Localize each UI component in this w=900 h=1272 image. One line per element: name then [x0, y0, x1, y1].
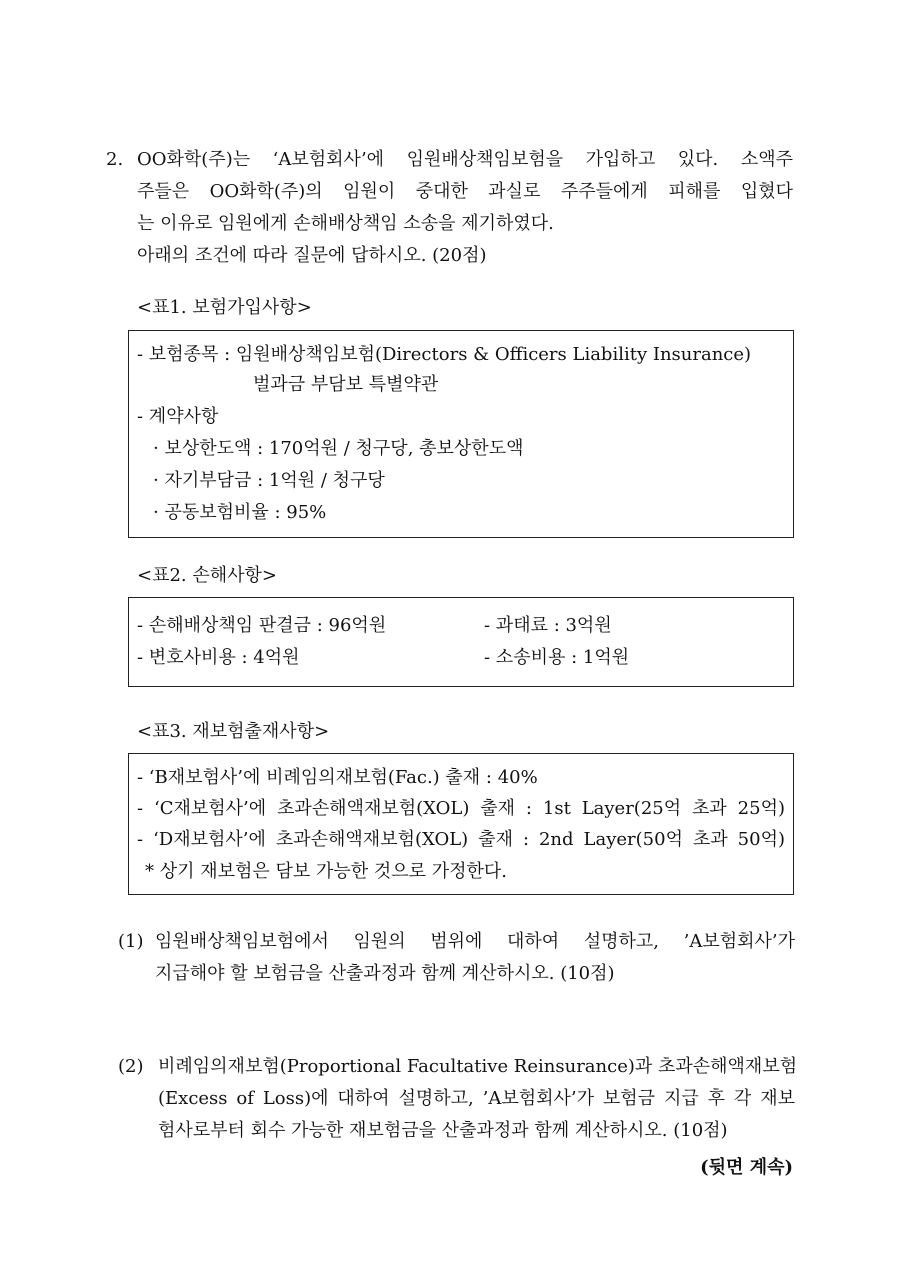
sub1-line-2: 지급해야 할 보험금을 산출과정과 함께 계산하시오. (10점)	[155, 963, 615, 984]
sub1-number: (1)	[118, 931, 144, 952]
table2-judgment: - 손해배상책임 판결금 : 96억원	[137, 615, 387, 636]
table2-box	[128, 597, 794, 687]
table1-limit: · 보상한도액 : 170억원 / 청구당, 총보상한도액	[153, 438, 524, 459]
table3-title: <표3. 재보험출재사항>	[137, 721, 330, 742]
sub2-line-3: 험사로부터 회수 가능한 재보험금을 산출과정과 함께 계산하시오. (10점)	[158, 1120, 728, 1141]
sub2-line-2: (Excess of Loss)에 대하여 설명하고, ’A보험회사’가 보험금 지급 후 각 재보	[158, 1088, 795, 1109]
question-intro-line-2: 주들은 OO화학(주)의 임원이 중대한 과실로 주주들에게 피해를 입혔다	[137, 181, 793, 202]
table1-title: <표1. 보험가입사항>	[137, 297, 312, 318]
table2-attorney-fee: - 변호사비용 : 4억원	[137, 647, 300, 668]
table2-fine: - 과태료 : 3억원	[484, 615, 612, 636]
table3-fac: - ‘B재보험사’에 비례임의재보험(Fac.) 출재 : 40%	[137, 767, 538, 788]
sub2-number: (2)	[118, 1056, 144, 1077]
question-instruction: 아래의 조건에 따라 질문에 답하시오. (20점)	[137, 245, 487, 266]
table3-box	[128, 753, 794, 895]
table3-note: * 상기 재보험은 담보 가능한 것으로 가정한다.	[145, 861, 508, 882]
table1-box	[128, 330, 794, 538]
table2-title: <표2. 손해사항>	[137, 565, 277, 586]
table1-contract-heading: - 계약사항	[137, 406, 219, 427]
table2-litigation-cost: - 소송비용 : 1억원	[484, 647, 630, 668]
sub2-line-1: 비례임의재보험(Proportional Facultative Reinsurance)과 초과손해액재보험	[158, 1056, 798, 1077]
table1-deductible: · 자기부담금 : 1억원 / 청구당	[153, 470, 385, 491]
question-number: 2.	[106, 149, 124, 170]
table3-xol-d: - ‘D재보험사’에 초과손해액재보험(XOL) 출재 : 2nd Layer(50억 초과 50억)	[137, 829, 785, 850]
question-intro-line-3: 는 이유로 임원에게 손해배상책임 소송을 제기하였다.	[137, 213, 554, 234]
sub1-line-1: 임원배상책임보험에서 임원의 범위에 대하여 설명하고, ’A보험회사’가	[155, 931, 795, 952]
table1-coinsurance: · 공동보험비율 : 95%	[153, 502, 327, 523]
question-intro-line-1: OO화학(주)는 ‘A보험회사’에 임원배상책임보험을 가입하고 있다. 소액주	[137, 149, 793, 170]
continued-note: (뒷면 계속)	[700, 1157, 793, 1178]
table1-insurance-type: - 보험종목 : 임원배상책임보험(Directors & Officers Liability Insurance)	[137, 344, 752, 365]
table3-xol-c: - ‘C재보험사’에 초과손해액재보험(XOL) 출재 : 1st Layer(25억 초과 25억)	[137, 798, 785, 819]
table1-special-clause: 벌과금 부담보 특별약관	[253, 374, 439, 395]
